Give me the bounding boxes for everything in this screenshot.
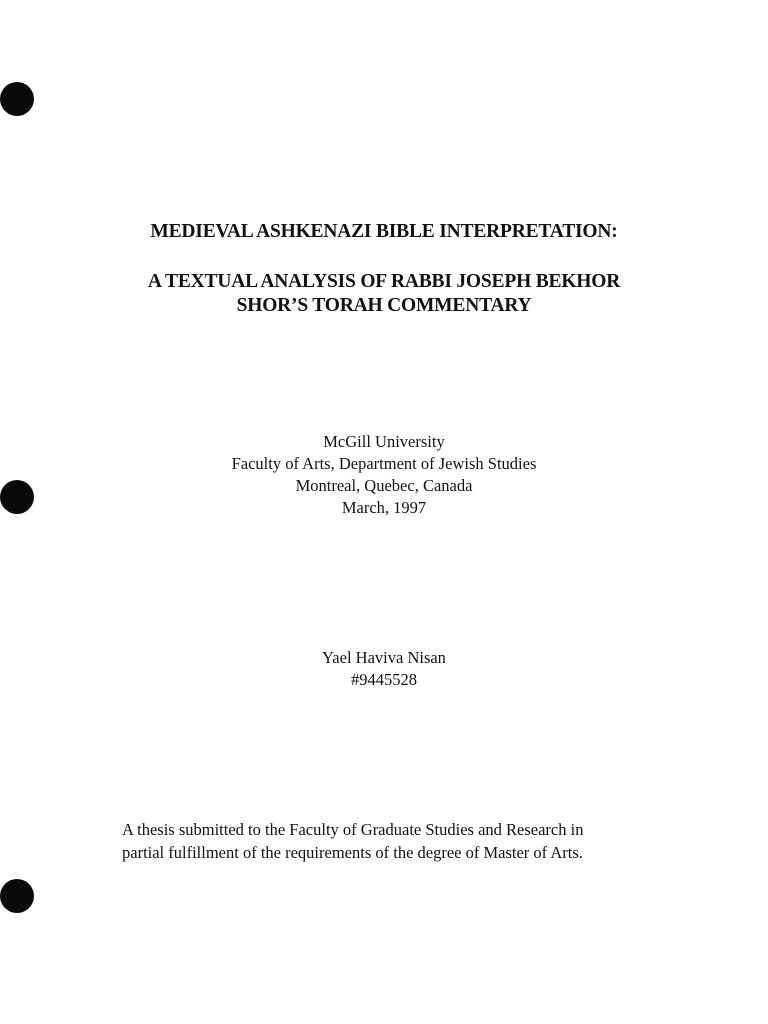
submission-date: March, 1997 xyxy=(341,498,427,517)
punch-hole-mark xyxy=(0,82,34,116)
thesis-subtitle xyxy=(0,270,768,318)
degree-statement-line: A thesis submitted to the Faculty of Graduate Studies and Research in xyxy=(122,820,584,839)
location: Montreal, Quebec, Canada xyxy=(295,476,473,495)
thesis-subtitle-line: A TEXTUAL ANALYSIS OF RABBI JOSEPH BEKHOR xyxy=(147,271,621,292)
punch-hole-mark xyxy=(0,879,34,913)
author-block xyxy=(0,647,768,691)
faculty-department: Faculty of Arts, Department of Jewish Studies xyxy=(231,454,537,473)
thesis-subtitle-line: SHOR’S TORAH COMMENTARY xyxy=(236,295,532,316)
university-name: McGill University xyxy=(323,432,445,451)
institution-block xyxy=(0,431,768,519)
author-name: Yael Haviva Nisan xyxy=(322,648,446,667)
degree-statement-line: partial fulfillment of the requirements of the degree of Master of Arts. xyxy=(122,843,583,862)
student-number: #9445528 xyxy=(351,670,417,689)
thesis-main-title: MEDIEVAL ASHKENAZI BIBLE INTERPRETATION: xyxy=(150,221,618,242)
degree-statement xyxy=(122,818,662,864)
